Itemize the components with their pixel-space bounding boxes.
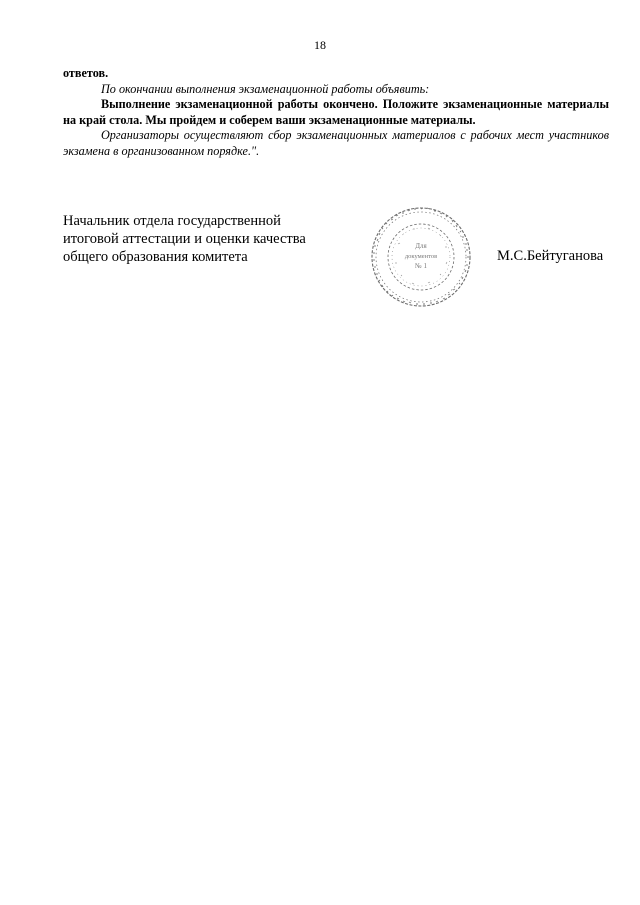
signatory-position-line-1: Начальник отдела государственной	[63, 213, 281, 229]
seal-graphic	[368, 204, 474, 310]
signatory-name: М.С.Бейтуганова	[497, 248, 604, 264]
seal-center-line-3: № 1	[415, 262, 427, 270]
organizers-instruction: Организаторы осуществляют сбор экзаменационных материалов с рабочих мест участников экзамена в организованном порядке.".	[63, 128, 609, 158]
signatory-position	[63, 212, 323, 266]
document-body	[63, 66, 609, 159]
official-seal	[368, 204, 474, 310]
announce-instruction: По окончании выполнения экзаменационной работы объявить:	[101, 81, 430, 96]
signatory-position-line-3: общего образования комитета	[63, 249, 248, 265]
page-number: 18	[314, 38, 326, 52]
seal-center-line-1: Для	[415, 242, 427, 250]
announcement-text: Выполнение экзаменационной работы окончено. Положите экзаменационные материалы на край стола. Мы пройдем и соберем ваши экзаменационные материалы.	[63, 97, 609, 127]
signatory-position-line-2: итоговой аттестации и оценки качества	[63, 231, 306, 247]
continued-word: ответов.	[63, 66, 109, 80]
seal-center-line-2: документов	[404, 253, 438, 260]
